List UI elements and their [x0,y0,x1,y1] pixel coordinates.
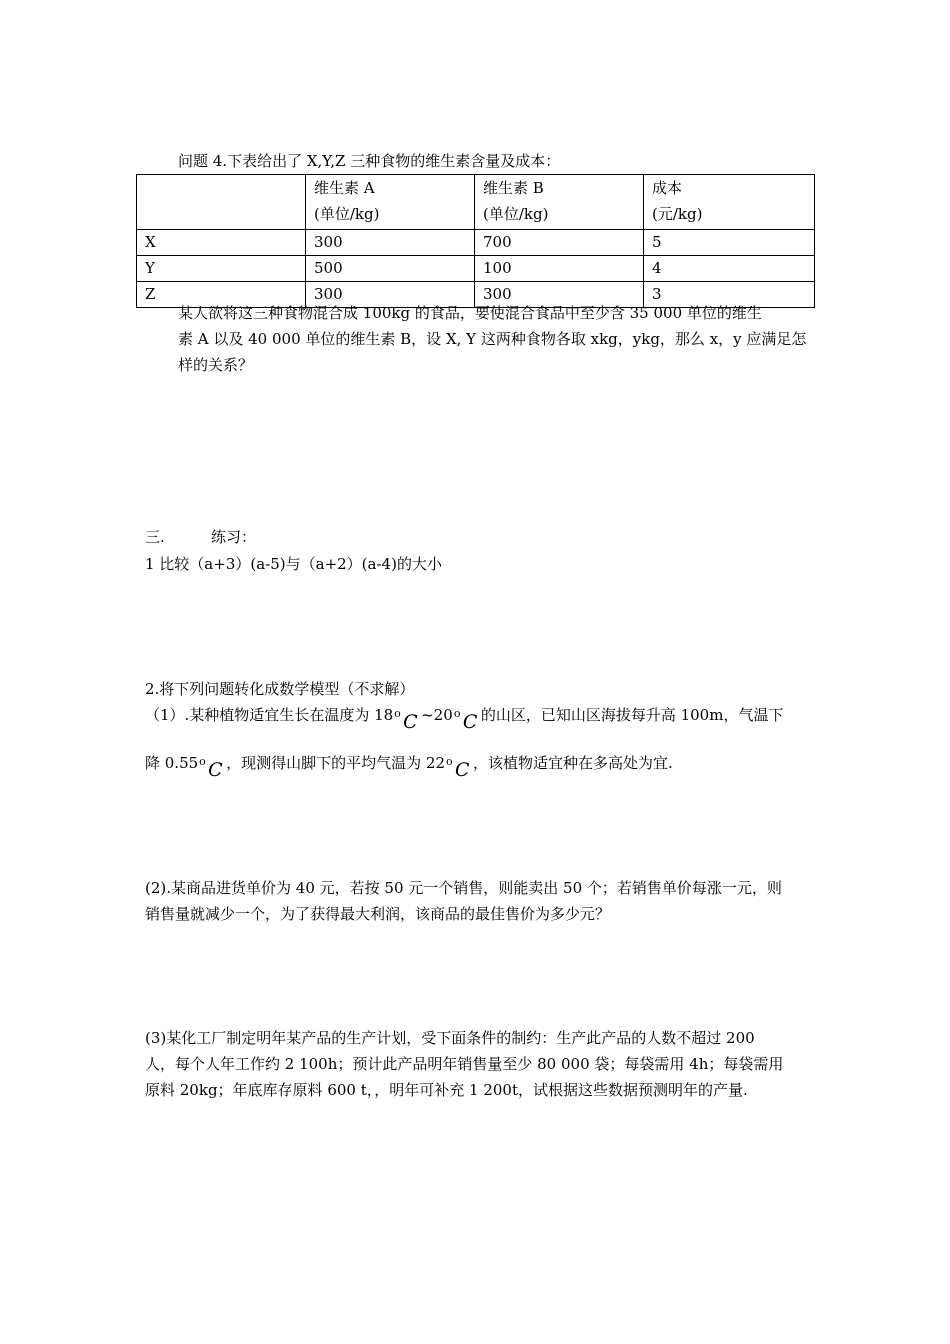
table-row [137,230,815,256]
header-unit: (元/kg) [652,205,703,223]
table-cell: 300 [475,282,644,308]
celsius-letter: C [462,711,478,733]
table-cell: 300 [306,230,475,256]
exercise-2-1-line-1 [145,702,784,733]
table-cell: X [137,230,306,256]
degree-celsius-symbol [453,702,481,733]
table-cell: 300 [306,282,475,308]
problem-4-text-line: 素 A 以及 40 000 单位的维生素 B，设 X, Y 这两种食物各取 xkg，ykg，那么 x，y 应满足怎 [178,330,807,348]
exercise-2-3-line: (3)某化工厂制定明年某产品的生产计划，受下面条件的制约：生产此产品的人数不超过 200 [145,1029,755,1047]
problem-4-text-line: 某人欲将这三种食物混合成 100kg 的食品，要使混合食品中至少含 35 000 单位的维生 [178,304,762,322]
table-row [137,256,815,282]
exercise-2-1-line-2 [145,750,673,781]
table-cell: 4 [644,256,815,282]
celsius-letter: C [455,759,470,781]
header-line: 维生素 A [314,179,375,197]
header-cell-cost [644,175,815,230]
degree-sign: o [394,707,401,720]
text-segment: 降 0.55 [145,754,199,772]
problem-4-text-line: 样的关系？ [178,356,254,374]
exercise-1: 1 比较（a+3）(a-5)与（a+2）(a-4)的大小 [145,555,442,573]
degree-sign: o [446,755,453,768]
table-cell: 5 [644,230,815,256]
text-segment: （1）.某种植物适宜生长在温度为 18 [145,706,394,724]
exercise-2-3-line: 人，每个人年工作约 2 100h；预计此产品明年销售量至少 80 000 袋；每袋需用 4h；每袋需用 [145,1055,784,1073]
degree-celsius-symbol [445,750,473,781]
celsius-letter: C [403,711,418,733]
table-cell: 100 [475,256,644,282]
header-cell-vitamin-a [306,175,475,230]
problem-4-intro: 问题 4.下表给出了 X,Y,Z 三种食物的维生素含量及成本： [178,152,561,170]
header-unit: (单位/kg) [483,205,549,223]
exercise-2-3-line: 原料 20kg；年底库存原料 600 t，，明年可补充 1 200t，试根据这些数据预测明年的产量. [145,1081,748,1099]
table-cell: 700 [475,230,644,256]
exercise-2-2-line: 销售量就减少一个，为了获得最大利润，该商品的最佳售价为多少元？ [145,905,611,923]
header-line: 维生素 B [483,179,544,197]
degree-sign: o [199,755,206,768]
header-line: 成本 [652,179,683,197]
exercise-2-2-line: (2).某商品进货单价为 40 元，若按 50 元一个销售，则能卖出 50 个；若销售单价每涨一元，则 [145,879,782,897]
header-cell-vitamin-b [475,175,644,230]
table-cell: 500 [306,256,475,282]
header-cell [137,175,306,230]
degree-celsius-symbol [198,750,226,781]
table-cell: 3 [644,282,815,308]
text-segment: 的山区，已知山区海拔每升高 100m，气温下 [480,706,784,724]
table-cell: Y [137,256,306,282]
degree-celsius-symbol [393,702,421,733]
vitamin-table [136,174,815,308]
exercise-2-title: 2.将下列问题转化成数学模型（不求解） [145,680,415,698]
table-cell: Z [137,282,306,308]
table-header-row [137,175,815,230]
header-unit: (单位/kg) [314,205,380,223]
text-segment: ，该植物适宜种在多高处为宜. [473,754,673,772]
text-segment: ~20 [421,706,453,724]
text-segment: ，现测得山脚下的平均气温为 22 [226,754,446,772]
degree-sign: o [453,707,461,720]
section-3-number: 三. [145,528,165,546]
section-3-title: 练习： [211,528,257,546]
celsius-letter: C [208,759,223,781]
